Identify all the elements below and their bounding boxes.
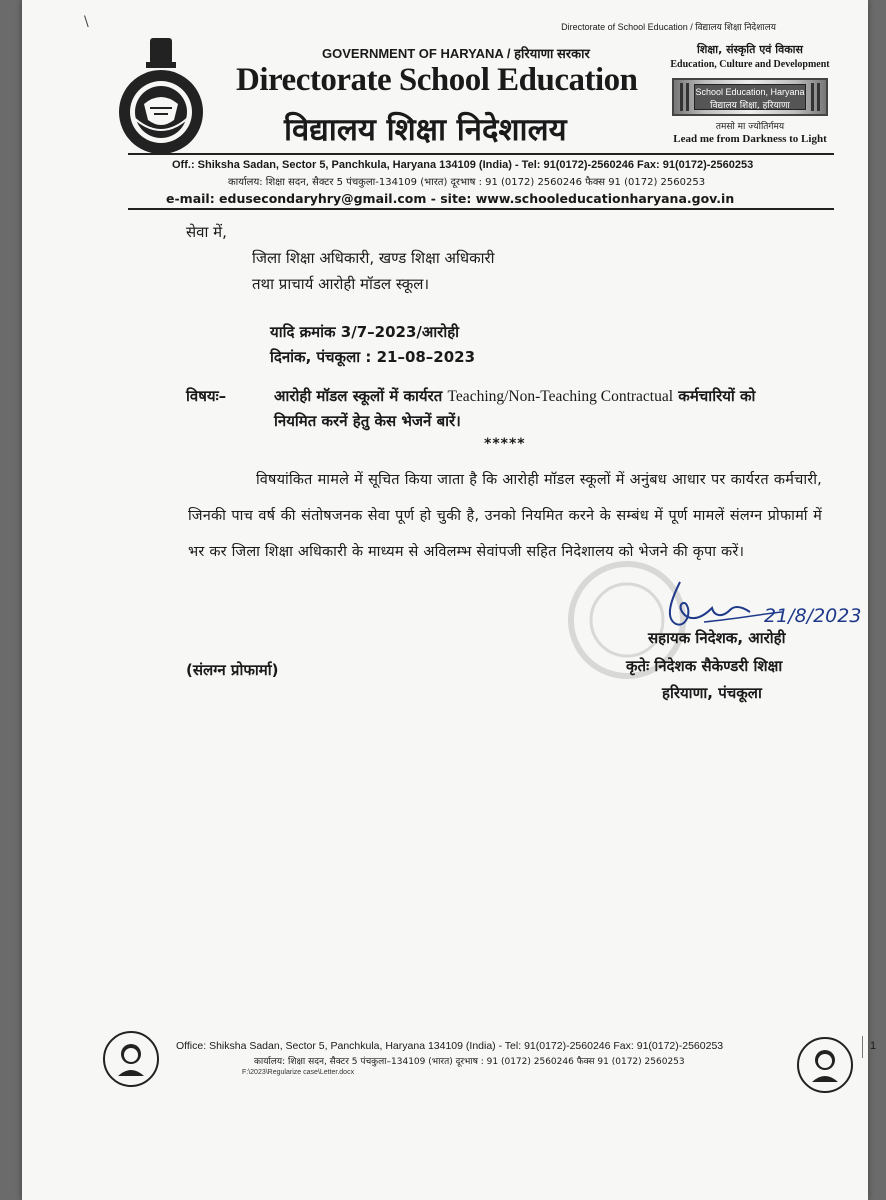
header-divider-bottom (128, 208, 834, 210)
page-number: 1 (870, 1040, 877, 1052)
logo-motto-en: Lead me from Darkness to Light (673, 133, 827, 145)
footer-office-en: Office: Shiksha Sadan, Sector 5, Panchkula, Haryana 134109 (India) - Tel: 91(0172)-2560246 Fax: 91(0172)-2560253 (176, 1040, 724, 1052)
office-address-hi: कार्यालय: शिक्षा सदन, सैक्टर 5 पंचकुला-134109 (भारत) दूरभाष : 91 (0172) 2560246 फैक्स 91 (0172) 2560253 (228, 177, 706, 188)
plaque-line-2: विद्यालय शिक्षा, हरियाणा (710, 101, 790, 111)
enclosure-note: (संलग्न प्रोफार्मा) (186, 661, 279, 679)
subject-part-3: कर्मचारियों को (678, 387, 756, 405)
haryana-emblem-icon (114, 38, 208, 156)
top-right-department: Directorate of School Education / विद्यालय शिक्षा निदेशालय (561, 22, 776, 32)
footer-girl-logo-icon (102, 1030, 160, 1088)
subject-label: विषयः– (186, 387, 227, 405)
subject-line-1 (274, 386, 755, 406)
plaque-line-1: School Education, Haryana (695, 87, 805, 97)
signatory-on-behalf: कृतेः निदेशक सैकेण्डरी शिक्षा (626, 657, 783, 675)
salutation: सेवा में, (186, 223, 227, 241)
recipient-line-1: जिला शिक्षा अधिकारी, खण्ड शिक्षा अधिकारी (252, 249, 495, 267)
email-site-line: e-mail: edusecondaryhry@gmail.com - site: www.schooleducationharyana.gov.in (166, 191, 735, 206)
signatory-place: हरियाणा, पंचकूला (662, 684, 762, 702)
directorate-title-hi: विद्यालय शिक्षा निदेशालय (284, 112, 567, 148)
footer-file-path: F:\2023\Regularize case\Letter.docx (242, 1069, 355, 1076)
signatory-designation: सहायक निदेशक, आरोही (648, 629, 786, 647)
letter-page (22, 0, 877, 1200)
header-divider (128, 153, 834, 155)
footer-office-hi: कार्यालय: शिक्षा सदन, सैक्टर 5 पंचकुला–134109 (भारत) दूरभाष : 91 (0172) 2560246 फैक्स 91 (0172) 2560253 (254, 1057, 685, 1067)
corner-mark: \ (84, 14, 89, 30)
subject-part-1: आरोही मॉडल स्कूलों में कार्यरत (274, 387, 443, 405)
directorate-title-en: Directorate School Education (236, 62, 638, 98)
subject-part-2: Teaching/Non-Teaching Contractual (447, 388, 674, 405)
page-number-divider (862, 1036, 863, 1058)
recipient-line-2: तथा प्राचार्य आरोही मॉडल स्कूल। (252, 275, 430, 293)
logo-motto-hi: तमसो मा ज्योतिर्गमय (715, 122, 785, 132)
logo-plaque (672, 78, 828, 116)
footer-girl-logo-right-icon (796, 1036, 854, 1094)
education-logo (668, 42, 832, 145)
signature-date: 21/8/2023 (764, 605, 862, 627)
government-line: GOVERNMENT OF HARYANA / हरियाणा सरकार (322, 46, 590, 61)
logo-tagline-hi: शिक्षा, संस्कृति एवं विकास (697, 43, 803, 56)
office-address-en: Off.: Shiksha Sadan, Sector 5, Panchkula, Haryana 134109 (India) - Tel: 91(0172)-2560246 Fax: 91(0172)-2560253 (172, 159, 754, 171)
subject-line-2: नियमित करनें हेतु केस भेजनें बारें। (274, 412, 461, 430)
letter-date: दिनांक, पंचकूला : 21–08–2023 (270, 348, 476, 366)
letter-body-paragraph: विषयांकित मामले में सूचित किया जाता है कि आरोही मॉडल स्कूलों में अनुंबध आधार पर कार्यरत कर्मचारी, जिनकी पाच वर्ष की संतोषजनक सेवा पूर्ण हो चुकी है, उनको नियमित करने के सम्बंध में पूर्ण मामलें संलग्न प्रोफार्मा में भर कर जिला शिक्षा अधिकारी के माध्यम से अविलम्भ सेवांपजी सहित निदेशालय को भेजने की कृपा करें। (188, 472, 822, 560)
logo-tagline-en: Education, Culture and Development (670, 59, 830, 70)
memo-number: यादि क्रमांक 3/7–2023/आरोही (270, 323, 460, 341)
separator: ***** (484, 436, 526, 452)
